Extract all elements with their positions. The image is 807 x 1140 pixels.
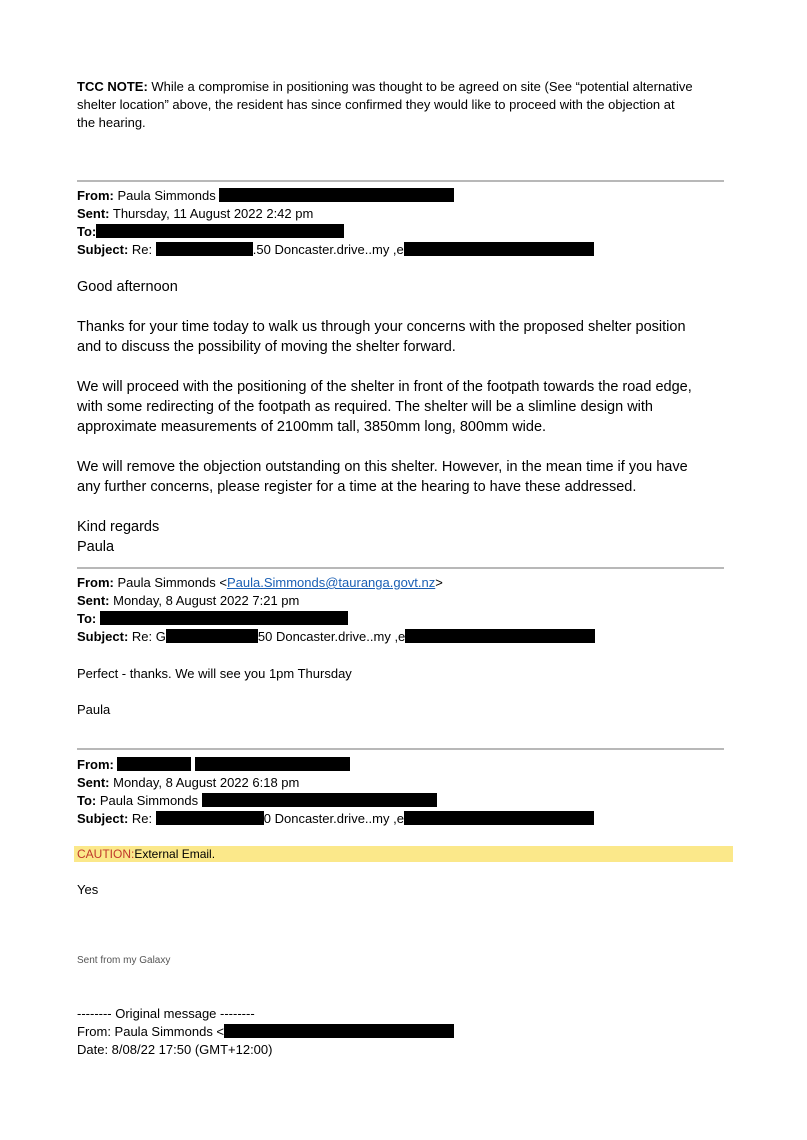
paragraph-line: We will remove the objection outstanding on this shelter. However, in the mean time if you have: [77, 459, 688, 475]
subject-prefix: Re:: [131, 811, 156, 826]
divider: [77, 567, 724, 569]
email2-body: [77, 665, 737, 719]
paragraph-line: and to discuss the possibility of moving the shelter forward.: [77, 339, 456, 355]
redaction-bar: [156, 811, 264, 825]
paragraph-line: approximate measurements of 2100mm tall, 3850mm long, 800mm wide.: [77, 419, 547, 435]
email2-header: [77, 574, 737, 646]
to-label: To:: [77, 224, 97, 239]
redaction-bar: [96, 224, 344, 238]
to-label: To:: [77, 611, 97, 626]
redaction-bar: [117, 757, 191, 771]
original-message-header: -------- Original message --------: [77, 1006, 255, 1021]
subject-mid: 0 Doncaster.drive..my ,e: [263, 811, 404, 826]
tcc-note-label: TCC NOTE:: [77, 79, 148, 94]
subject-mid: 50 Doncaster.drive..my ,e: [257, 629, 406, 644]
tcc-note-line3: the hearing.: [77, 115, 146, 130]
original-from: From: Paula Simmonds <: [77, 1024, 225, 1039]
sent-value: Thursday, 11 August 2022 2:42 pm: [112, 206, 314, 221]
redaction-bar: [219, 188, 454, 202]
signoff: Kind regards: [77, 519, 160, 535]
signature: Paula: [77, 702, 111, 717]
sent-from-note: Sent from my Galaxy: [77, 955, 171, 966]
redaction-bar: [202, 793, 437, 807]
email1-header: [77, 187, 737, 259]
to-label: To:: [77, 793, 97, 808]
sent-value: Monday, 8 August 2022 6:18 pm: [113, 775, 300, 790]
sent-label: Sent:: [77, 593, 110, 608]
redaction-bar: [224, 1024, 454, 1038]
redaction-bar: [166, 629, 258, 643]
sent-value: Monday, 8 August 2022 7:21 pm: [113, 593, 300, 608]
signature: Paula: [77, 539, 115, 555]
paragraph-line: Thanks for your time today to walk us through your concerns with the proposed shelter position: [77, 319, 686, 335]
redaction-bar: [404, 242, 594, 256]
original-date: Date: 8/08/22 17:50 (GMT+12:00): [77, 1042, 273, 1057]
subject-mid: .50 Doncaster.drive..my ,e: [252, 242, 404, 257]
email3-header: [77, 756, 737, 828]
redaction-bar: [195, 757, 350, 771]
email1-body: [77, 277, 757, 557]
divider: [77, 748, 724, 750]
divider: [77, 180, 724, 182]
tcc-note-line2: shelter location” above, the resident has since confirmed they would like to proceed with the objection at: [77, 97, 675, 112]
redaction-bar: [100, 611, 348, 625]
redaction-bar: [405, 629, 595, 643]
sent-label: Sent:: [77, 775, 110, 790]
sender-email-link[interactable]: Paula.Simmonds@tauranga.govt.nz: [226, 575, 436, 590]
subject-label: Subject:: [77, 629, 129, 644]
message-body: Perfect - thanks. We will see you 1pm Thursday: [77, 666, 352, 681]
from-label: From:: [77, 757, 114, 772]
caution-label: CAUTION:: [77, 847, 135, 861]
redaction-bar: [156, 242, 253, 256]
caution-text: [77, 846, 215, 862]
from-value: Paula Simmonds <: [117, 575, 227, 590]
subject-prefix: Re: G: [131, 629, 166, 644]
greeting: Good afternoon: [77, 279, 178, 295]
subject-label: Subject:: [77, 242, 129, 257]
sent-label: Sent:: [77, 206, 110, 221]
redaction-bar: [404, 811, 594, 825]
from-label: From:: [77, 188, 114, 203]
from-label: From:: [77, 575, 114, 590]
to-value: Paula Simmonds: [99, 793, 199, 808]
original-message: [77, 1005, 737, 1059]
tcc-note-line1: While a compromise in positioning was thought to be agreed on site (See “potential alternative: [147, 79, 693, 94]
paragraph-line: any further concerns, please register for a time at the hearing to have these addressed.: [77, 479, 637, 495]
caution-message: External Email.: [134, 847, 216, 861]
message-body: Yes: [77, 882, 99, 897]
from-value: Paula Simmonds: [117, 188, 216, 203]
from-close: >: [435, 575, 443, 590]
subject-prefix: Re:: [131, 242, 156, 257]
paragraph-line: with some redirecting of the footpath as required. The shelter will be a slimline design with: [77, 399, 653, 415]
tcc-note: [77, 78, 737, 132]
subject-label: Subject:: [77, 811, 129, 826]
paragraph-line: We will proceed with the positioning of the shelter in front of the footpath towards the road edge,: [77, 379, 692, 395]
